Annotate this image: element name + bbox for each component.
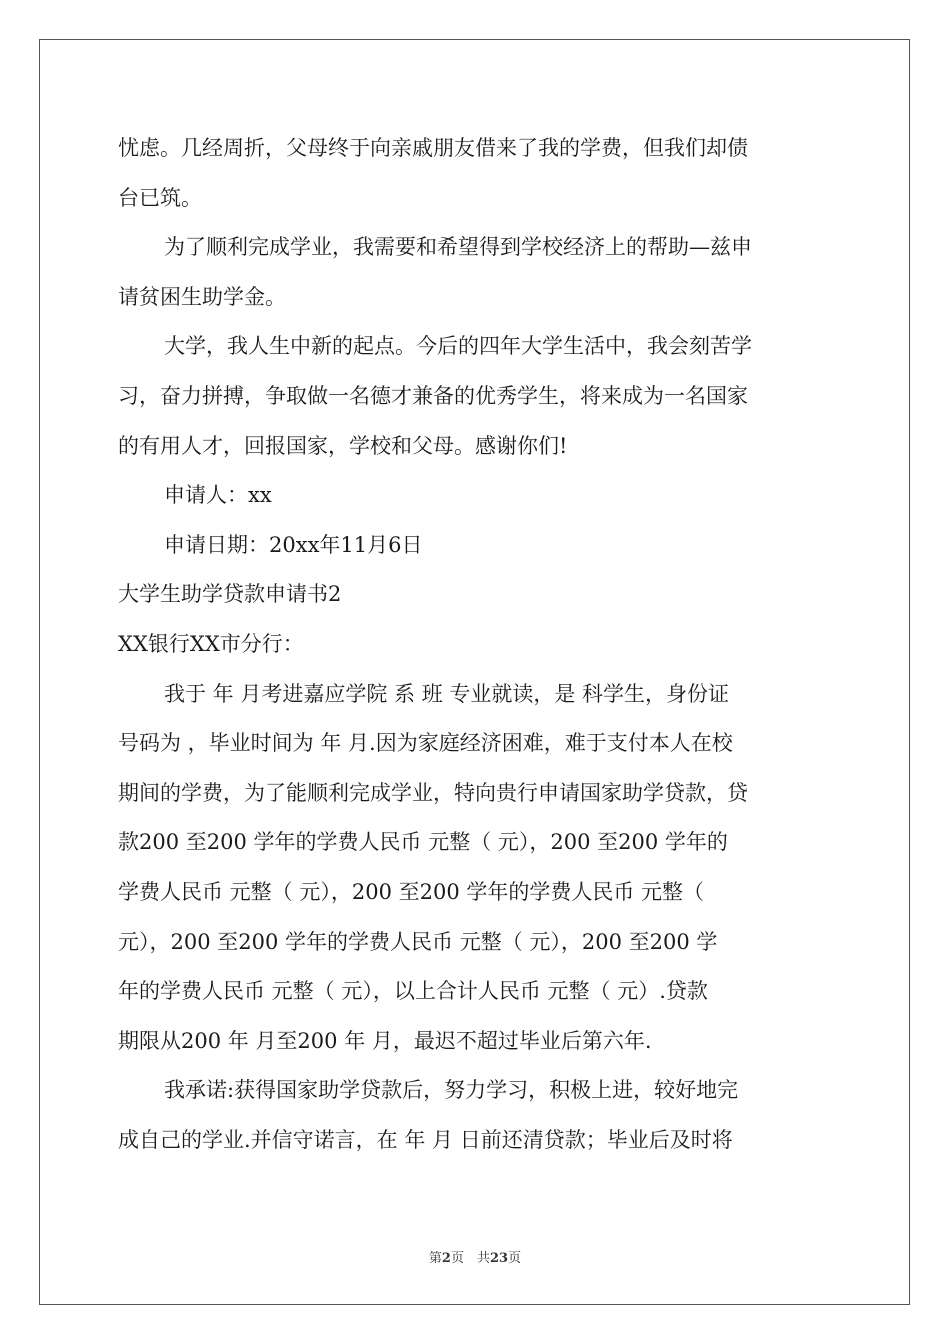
text-line: 申请人：xx: [164, 483, 272, 508]
current-page-number: 2: [441, 1251, 451, 1266]
text-line: 的有用人才，回报国家，学校和父母。感谢你们!: [118, 433, 568, 458]
footer-mid: 页 共: [450, 1251, 490, 1266]
text-line: 学费人民币 元整（ 元），200 至200 学年的学费人民币 元整（: [118, 879, 705, 904]
footer-suffix: 页: [508, 1251, 522, 1266]
text-line: 款200 至200 学年的学费人民币 元整（ 元），200 至200 学年的: [118, 830, 728, 855]
text-line: 年的学费人民币 元整（ 元），以上合计人民币 元整（ 元）.贷款: [118, 979, 708, 1004]
footer-prefix: 第: [428, 1251, 442, 1266]
text-line: 大学生助学贷款申请书2: [118, 582, 342, 607]
total-page-count: 23: [489, 1251, 509, 1266]
text-line: 台已筑。: [118, 185, 202, 210]
text-line: XX银行XX市分行：: [118, 631, 304, 656]
text-line: 请贫困生助学金。: [118, 284, 286, 309]
text-line: 申请日期：20xx年11月6日: [164, 532, 423, 557]
text-line: 大学，我人生中新的起点。今后的四年大学生活中，我会刻苦学: [164, 334, 752, 359]
text-line: 为了顺利完成学业，我需要和希望得到学校经济上的帮助—兹申: [164, 235, 752, 260]
text-line: 期间的学费，为了能顺利完成学业，特向贵行申请国家助学贷款，贷: [118, 780, 748, 805]
text-line: 成自己的学业.并信守诺言，在 年 月 日前还清贷款；毕业后及时将: [118, 1127, 733, 1152]
text-line: 我于 年 月考进嘉应学院 系 班 专业就读，是 科学生，身份证: [164, 681, 730, 706]
text-line: 忧虑。几经周折，父母终于向亲戚朋友借来了我的学费，但我们却债: [118, 136, 748, 160]
text-line: 号码为 ，毕业时间为 年 月.因为家庭经济困难，难于支付本人在校: [118, 731, 733, 756]
text-line: 习，奋力拼搏，争取做一名德才兼备的优秀学生，将来成为一名国家: [118, 383, 748, 408]
text-line: 元），200 至200 学年的学费人民币 元整（ 元），200 至200 学: [118, 929, 718, 954]
document-body: [118, 124, 834, 1165]
text-line: 我承诺:获得国家助学贷款后，努力学习，积极上进，较好地完: [164, 1078, 739, 1103]
page-footer: [0, 1247, 950, 1266]
text-line: 期限从200 年 月至200 年 月，最迟不超过毕业后第六年.: [118, 1028, 652, 1053]
